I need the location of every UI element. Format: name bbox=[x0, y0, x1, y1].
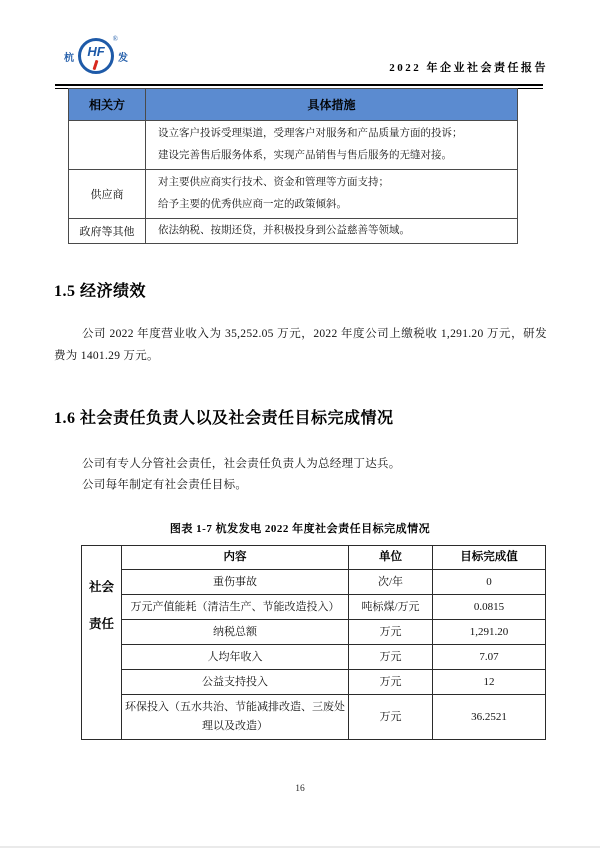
value-cell: 7.07 bbox=[433, 645, 546, 670]
page-number: 16 bbox=[295, 784, 305, 794]
measures-cell bbox=[146, 219, 518, 244]
content-col-header: 内容 bbox=[122, 546, 349, 570]
goal-table-header-row bbox=[82, 546, 546, 570]
unit-cell: 万元 bbox=[349, 670, 433, 695]
measures-col-header: 具体措施 bbox=[146, 89, 518, 121]
goal-table-caption: 图表 1-7 杭发发电 2022 年度社会责任目标完成情况 bbox=[169, 523, 431, 535]
unit-col-header: 单位 bbox=[349, 546, 433, 570]
content-cell: 环保投入（五水共治、节能减排改造、三废处理以及改造） bbox=[122, 695, 349, 740]
goal-table bbox=[81, 545, 546, 740]
table-row bbox=[82, 645, 546, 670]
logo-hf-text: HF bbox=[87, 44, 105, 59]
group-label-top: 社会 bbox=[88, 580, 114, 594]
report-title: 2022 年企业社会责任报告 bbox=[389, 62, 548, 74]
unit-cell: 万元 bbox=[349, 645, 433, 670]
unit-cell: 次/年 bbox=[349, 570, 433, 595]
unit-cell: 吨标煤/万元 bbox=[349, 595, 433, 620]
value-cell: 12 bbox=[433, 670, 546, 695]
company-logo bbox=[64, 35, 128, 74]
logo-emblem-icon bbox=[78, 35, 118, 74]
table-row bbox=[82, 570, 546, 595]
row-group-label-cell bbox=[82, 546, 122, 740]
measures-cell bbox=[146, 121, 518, 170]
section-heading-responsibility: 1.6 社会责任负责人以及社会责任目标完成情况 bbox=[54, 410, 394, 427]
table-row bbox=[82, 695, 546, 740]
value-cell: 0.0815 bbox=[433, 595, 546, 620]
measure-line: 依法纳税、按期还贷，并积极投身到公益慈善等领域。 bbox=[158, 225, 410, 236]
content-cell: 公益支持投入 bbox=[122, 670, 349, 695]
table-row bbox=[82, 595, 546, 620]
section-heading-economic: 1.5 经济绩效 bbox=[54, 283, 147, 300]
responsibility-paragraph-2: 公司每年制定有社会责任目标。 bbox=[82, 479, 248, 491]
value-col-header: 目标完成值 bbox=[433, 546, 546, 570]
stakeholder-col-header: 相关方 bbox=[69, 89, 146, 121]
measure-line: 对主要供应商实行技术、资金和管理等方面支持； bbox=[158, 177, 389, 188]
table-row bbox=[69, 170, 518, 219]
table-row bbox=[69, 121, 518, 170]
value-cell: 0 bbox=[433, 570, 546, 595]
measure-line: 给予主要的优秀供应商一定的政策倾斜。 bbox=[158, 199, 347, 210]
logo-right-char: 发 bbox=[118, 52, 128, 64]
stakeholder-table-header-row bbox=[69, 89, 518, 121]
measures-cell bbox=[146, 170, 518, 219]
row-group-label bbox=[82, 546, 121, 631]
party-cell: 政府等其他 bbox=[69, 219, 146, 244]
unit-cell: 万元 bbox=[349, 620, 433, 645]
unit-cell: 万元 bbox=[349, 695, 433, 740]
party-cell bbox=[69, 121, 146, 170]
measure-line: 设立客户投诉受理渠道，受理客户对服务和产品质量方面的投诉； bbox=[158, 128, 463, 139]
measure-line: 建设完善售后服务体系，实现产品销售与售后服务的无缝对接。 bbox=[158, 150, 452, 161]
registered-trademark-icon: ® bbox=[112, 35, 118, 43]
logo-left-char: 杭 bbox=[64, 52, 74, 64]
group-label-bottom: 责任 bbox=[88, 617, 114, 631]
table-row bbox=[69, 219, 518, 244]
table-row bbox=[82, 670, 546, 695]
content-cell: 万元产值能耗（清洁生产、节能改造投入） bbox=[122, 595, 349, 620]
responsibility-paragraph-1: 公司有专人分管社会责任，社会责任负责人为总经理丁达兵。 bbox=[82, 458, 401, 470]
content-cell: 人均年收入 bbox=[122, 645, 349, 670]
party-cell: 供应商 bbox=[69, 170, 146, 219]
content-cell: 重伤事故 bbox=[122, 570, 349, 595]
value-cell: 1,291.20 bbox=[433, 620, 546, 645]
economic-paragraph: 公司 2022 年度营业收入为 35,252.05 万元，2022 年度公司上缴税收 1,291.20 万元，研发费为 1401.29 万元。 bbox=[54, 328, 547, 362]
value-cell: 36.2521 bbox=[433, 695, 546, 740]
stakeholder-table bbox=[68, 88, 518, 244]
content-cell: 纳税总额 bbox=[122, 620, 349, 645]
table-row bbox=[82, 620, 546, 645]
